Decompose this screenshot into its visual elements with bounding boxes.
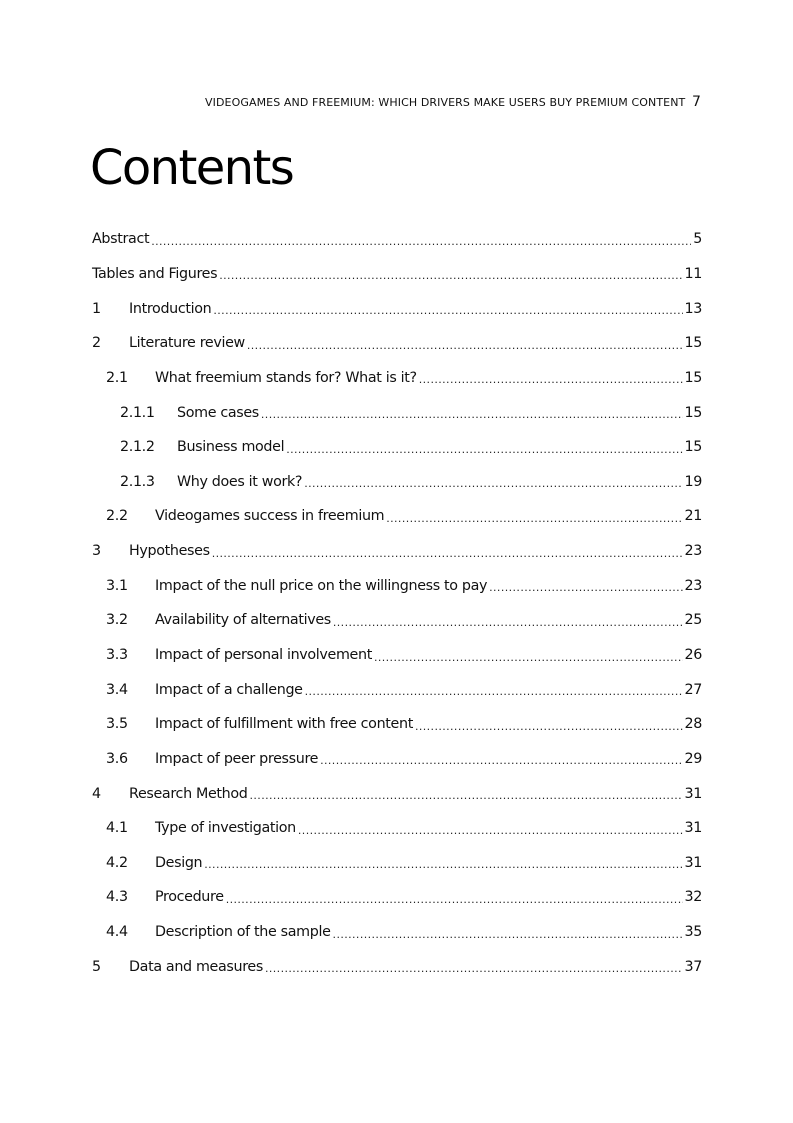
toc-entry-page: 29 <box>684 750 702 767</box>
toc-entry-number: 2.1.1 <box>120 404 155 421</box>
toc-entry-number: 4.3 <box>106 889 128 906</box>
toc-entry-page: 31 <box>684 820 702 837</box>
toc-entry-page: 27 <box>684 681 702 698</box>
toc-entry-page: 15 <box>684 369 702 386</box>
dot-leader <box>247 339 683 352</box>
dot-leader <box>226 893 683 906</box>
toc-entry-number: 4.2 <box>106 854 128 871</box>
toc-entry[interactable] <box>92 915 702 950</box>
dot-leader <box>265 962 683 975</box>
toc-entry[interactable] <box>92 430 702 465</box>
toc-entry-page: 26 <box>684 647 702 663</box>
toc-entry-label: Hypotheses <box>129 543 210 560</box>
toc-entry-label: Availability of alternatives <box>155 612 331 629</box>
toc-entry-label: Procedure <box>155 889 224 906</box>
dot-leader <box>219 269 682 282</box>
dot-leader <box>386 512 682 525</box>
toc-entry-label: Abstract <box>92 231 150 248</box>
running-header <box>205 94 701 110</box>
toc-entry[interactable] <box>92 222 702 257</box>
toc-entry-label: Research Method <box>129 785 248 802</box>
toc-entry-page: 35 <box>684 924 702 941</box>
toc-entry-number: 4.1 <box>106 820 128 837</box>
toc-entry[interactable] <box>92 742 702 777</box>
toc-entry-number: 2.1.3 <box>120 473 155 490</box>
toc-entry[interactable] <box>92 257 702 292</box>
toc-entry-page: 23 <box>684 577 702 594</box>
dot-leader <box>374 651 683 664</box>
dot-leader <box>305 685 683 698</box>
toc-entry-number: 4 <box>92 785 101 802</box>
toc-entry[interactable] <box>92 846 702 881</box>
dot-leader <box>333 616 683 629</box>
toc-entry-page: 15 <box>684 335 702 352</box>
toc-entry-page: 25 <box>684 612 702 629</box>
dot-leader <box>489 581 682 594</box>
toc-entry[interactable] <box>92 464 702 499</box>
toc-entry-label: Description of the sample <box>155 924 331 941</box>
toc-entry[interactable] <box>92 707 702 742</box>
toc-entry-number: 4.4 <box>106 924 128 941</box>
toc-entry-page: 31 <box>684 785 702 802</box>
toc-entry-page: 37 <box>684 958 702 975</box>
toc-entry-label: What freemium stands for? What is it? <box>155 369 417 386</box>
dot-leader <box>286 443 682 456</box>
toc-entry-number: 3.4 <box>106 681 128 698</box>
dot-leader <box>204 858 682 871</box>
dot-leader <box>261 408 683 421</box>
toc-entry-number: 3.3 <box>106 647 128 663</box>
toc-entry-page: 32 <box>684 889 702 906</box>
dot-leader <box>415 720 683 733</box>
toc-entry-label: Design <box>155 854 203 871</box>
toc-entry-label: Introduction <box>129 300 212 317</box>
dot-leader <box>151 235 691 248</box>
toc-entry-label: Some cases <box>177 404 259 421</box>
toc-entry-label: Impact of personal involvement <box>155 647 372 663</box>
dot-leader <box>320 754 682 767</box>
toc-entry-label: Videogames success in freemium <box>155 508 385 525</box>
toc-entry-label: Type of investigation <box>155 820 296 837</box>
toc-entry-number: 3.2 <box>106 612 128 629</box>
toc-entry-label: Impact of peer pressure <box>155 750 319 767</box>
toc-entry-page: 23 <box>684 543 702 560</box>
dot-leader <box>213 304 682 317</box>
toc-entry-number: 1 <box>92 300 101 317</box>
toc-entry-page: 5 <box>693 231 702 248</box>
toc-entry[interactable] <box>92 568 702 603</box>
dot-leader <box>419 373 683 386</box>
toc-entry[interactable] <box>92 361 702 396</box>
toc-entry-page: 15 <box>684 404 702 421</box>
toc-entry-label: Business model <box>177 439 285 456</box>
toc-entry-label: Impact of fulfillment with free content <box>155 716 413 733</box>
toc-entry[interactable] <box>92 499 702 534</box>
toc-entry-number: 3 <box>92 543 101 560</box>
toc-entry-number: 3.6 <box>106 750 128 767</box>
toc-entry-page: 15 <box>684 439 702 456</box>
dot-leader <box>250 789 683 802</box>
toc-entry[interactable] <box>92 880 702 915</box>
toc-entry-page: 13 <box>684 300 702 317</box>
toc-entry-label: Why does it work? <box>177 473 303 490</box>
toc-entry[interactable] <box>92 949 702 984</box>
toc-entry-number: 2.2 <box>106 508 128 525</box>
toc-entry-number: 5 <box>92 958 101 975</box>
dot-leader <box>298 824 683 837</box>
toc-entry[interactable] <box>92 811 702 846</box>
running-title: VIDEOGAMES AND FREEMIUM: WHICH DRIVERS MAKE USERS BUY PREMIUM CONTENT <box>205 96 686 109</box>
toc-entry-label: Literature review <box>129 335 245 352</box>
toc-entry-number: 3.5 <box>106 716 128 733</box>
page-number: 7 <box>691 94 701 110</box>
toc-entry[interactable] <box>92 603 702 638</box>
toc-entry-page: 31 <box>684 854 702 871</box>
toc-entry-label: Tables and Figures <box>92 265 218 282</box>
toc-entry-page: 19 <box>684 473 702 490</box>
toc-entry[interactable] <box>92 672 702 707</box>
toc-entry[interactable] <box>92 291 702 326</box>
toc-entry[interactable] <box>92 534 702 569</box>
toc-entry-page: 11 <box>684 265 702 282</box>
toc-entry-number: 2.1.2 <box>120 439 155 456</box>
toc-entry-number: 3.1 <box>106 577 128 594</box>
dot-leader <box>304 477 682 490</box>
toc-entry-page: 21 <box>684 508 702 525</box>
toc-entry-page: 28 <box>684 716 702 733</box>
toc-entry-label: Impact of a challenge <box>155 681 303 698</box>
toc-entry[interactable] <box>92 776 702 811</box>
page-title: Contents <box>90 140 294 196</box>
table-of-contents <box>92 222 702 984</box>
toc-entry-label: Impact of the null price on the willingness to pay <box>155 577 488 594</box>
toc-entry[interactable] <box>92 326 702 361</box>
dot-leader <box>212 547 683 560</box>
toc-entry-label: Data and measures <box>129 958 263 975</box>
toc-entry[interactable] <box>92 638 702 673</box>
toc-entry-number: 2 <box>92 335 101 352</box>
toc-entry[interactable] <box>92 395 702 430</box>
dot-leader <box>333 928 683 941</box>
toc-entry-number: 2.1 <box>106 369 128 386</box>
